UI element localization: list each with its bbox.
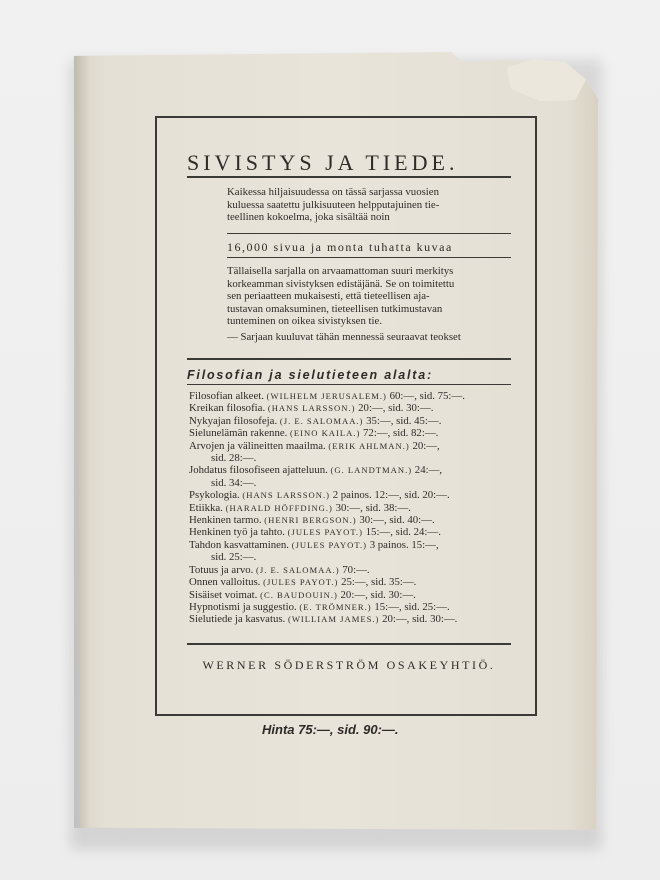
book-title: Sielunelämän rakenne. [189, 427, 288, 440]
book-author: (J. E. SALOMAA.) [279, 415, 364, 426]
book-title: Totuus ja arvo. [189, 563, 254, 576]
section-rule-bottom [187, 384, 511, 385]
body-line: tustavan omaksuminen, tieteellisen tutkimustavan [227, 302, 443, 315]
book-entry [189, 601, 511, 613]
book-title: Tahdon kasvattaminen. [189, 538, 289, 551]
book-title: Sisäiset voimat. [189, 588, 258, 601]
book-price: sid. 28:—. [211, 452, 257, 465]
book-entry [189, 402, 511, 414]
intro-line: teellinen kokoelma, joka sisältää noin [227, 211, 390, 223]
book-price: 25:—, sid. 35:—. [341, 576, 417, 589]
book-price: sid. 25:—. [211, 551, 257, 564]
book-title: Hypnotismi ja suggestio. [189, 600, 297, 613]
book-author: (HANS LARSSON.) [242, 490, 330, 501]
book-author: (EINO KAILA.) [290, 428, 361, 439]
book-entry [189, 427, 511, 439]
book-author: (G. LANDTMAN.) [330, 465, 413, 476]
book-title: Nykyajan filosofeja. [189, 414, 278, 427]
book-entry [189, 539, 511, 551]
publisher-name: WERNER SÖDERSTRÖM OSAKEYHTIÖ. [202, 658, 496, 672]
section-rule-top [187, 358, 511, 360]
price-line: Hinta 75:—, sid. 90:—. [262, 722, 399, 737]
publisher-rule [187, 643, 511, 645]
book-title: Henkinen tarmo. [189, 514, 262, 527]
book-title: Sielutiede ja kasvatus. [189, 613, 286, 626]
book-entry [189, 589, 511, 601]
highlight-rule-top [227, 233, 511, 234]
book-author: (E. TRÖMNER.) [299, 601, 372, 612]
intro-paragraph [227, 186, 511, 224]
book-price: 2 painos. 12:—, sid. 20:—. [332, 489, 450, 502]
book-entry [189, 502, 511, 514]
book-author: (J. E. SALOMAA.) [256, 564, 340, 575]
book-author: (WILHELM JERUSALEM.) [266, 391, 387, 401]
book-title: Etiikka. [189, 501, 223, 514]
title-rule [187, 176, 511, 178]
cover-frame [155, 116, 537, 716]
book-price: 35:—, sid. 45:—. [366, 414, 442, 427]
book-spine-shade [74, 56, 90, 828]
highlight-rule-bottom [227, 257, 511, 258]
book-author: (JULES PAYOT.) [287, 527, 363, 538]
intro-line: kuluessa saatettu julkisuuteen helpputajuinen tie- [227, 198, 440, 211]
book-price: sid. 34:—. [211, 476, 257, 489]
book-price: 3 painos. 15:—, [369, 538, 439, 551]
book-price: 20:—, sid. 30:—. [340, 588, 416, 601]
book-price: 15:—, sid. 24:—. [365, 526, 441, 539]
book-entry [189, 576, 511, 588]
book-entry [189, 464, 511, 476]
book-list [189, 390, 511, 626]
section-heading: Filosofian ja sielutieteen alalta: [187, 368, 433, 382]
book-price: 70:—. [342, 563, 370, 576]
book-price: 20:—, sid. 30:—. [358, 402, 434, 415]
book-entry [189, 452, 511, 464]
body-line: korkeamman sivistyksen edistäjänä. Se on toimitettu [227, 277, 455, 290]
book-price: 30:—, sid. 38:—. [335, 501, 411, 514]
book-title: Henkinen työ ja tahto. [189, 526, 285, 539]
book-entry [189, 514, 511, 526]
book-entry [189, 613, 511, 625]
cover-title: SIVISTYS JA TIEDE. [187, 150, 459, 175]
book-title: Psykologia. [189, 489, 240, 502]
book-title: Arvojen ja välineitten maailma. [189, 439, 326, 452]
book-title: Kreikan filosofia. [189, 402, 266, 415]
book-author: (JULES PAYOT.) [291, 539, 367, 550]
book-entry [189, 551, 511, 563]
book-entry [189, 415, 511, 427]
book-entry [189, 564, 511, 576]
book-entry [189, 526, 511, 538]
book-price: 30:—, sid. 40:—. [359, 514, 435, 527]
book-author: (HANS LARSSON.) [267, 403, 356, 414]
body-line: sen periaatteen mukaisesti, että tieteellisen aja- [227, 290, 430, 302]
body-line: tunteminen on oikea sivistyksen tie. [227, 315, 383, 327]
book-title: Filosofian alkeet. [189, 390, 264, 402]
book-author: (HARALD HÖFFDING.) [225, 502, 333, 513]
intro-line: Kaikessa hiljaisuudessa on tässä sarjassa vuosien [227, 186, 439, 198]
book-author: (JULES PAYOT.) [263, 577, 339, 588]
book-author: (C. BAUDOUIN.) [260, 589, 338, 600]
book-author: (WILLIAM JAMES.) [287, 614, 380, 625]
highlight-line: 16,000 sivua ja monta tuhatta kuvaa [227, 240, 453, 254]
book-price: 24:—, [414, 464, 443, 477]
book-entry [189, 440, 511, 452]
book-title: Johdatus filosofiseen ajatteluun. [189, 464, 328, 477]
book-author: (HENRI BERGSON.) [264, 515, 357, 526]
series-note: — Sarjaan kuuluvat tähän mennessä seuraavat teokset [227, 330, 461, 343]
book-price: 72:—, sid. 82:—. [363, 427, 439, 440]
book-price: 15:—, sid. 25:—. [374, 600, 450, 613]
book-price: 20:—, [412, 439, 440, 452]
body-paragraph [227, 265, 511, 343]
book-price: 60:—, sid. 75:—. [389, 390, 465, 402]
book-entry [189, 489, 511, 501]
body-line: Tällaisella sarjalla on arvaamattoman suuri merkitys [227, 265, 454, 277]
book-author: (ERIK AHLMAN.) [328, 440, 410, 451]
book-price: 20:—, sid. 30:—. [382, 613, 458, 626]
book-entry [189, 477, 511, 489]
book-title: Onnen valloitus. [189, 576, 261, 589]
book-entry [189, 390, 511, 402]
